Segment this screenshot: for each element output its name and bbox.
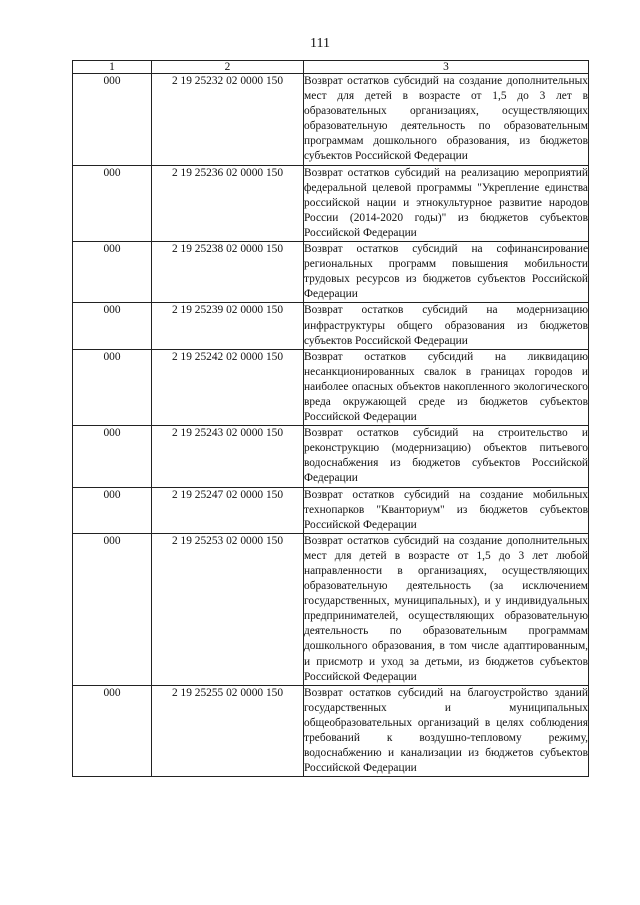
table-row: [73, 685, 589, 777]
budget-classification-table: [72, 60, 589, 777]
table-row: [73, 242, 589, 303]
revenue-name-cell: Возврат остатков субсидий на создание мобильных технопарков "Кванториум" из бюджетов субъектов Российской Федерации: [304, 487, 589, 533]
budget-code-cell: 2 19 25247 02 0000 150: [152, 487, 304, 533]
budget-code-cell: 2 19 25243 02 0000 150: [152, 426, 304, 487]
admin-code-cell: 000: [73, 349, 152, 425]
table-row: [73, 487, 589, 533]
admin-code-cell: 000: [73, 685, 152, 777]
table-row: [73, 426, 589, 487]
revenue-name-cell: Возврат остатков субсидий на софинансирование региональных программ повышения мобильности трудовых ресурсов из бюджетов субъектов Российской Федерации: [304, 242, 589, 303]
table-row: [73, 74, 589, 166]
revenue-name-cell: Возврат остатков субсидий на строительство и реконструкцию (модернизацию) объектов питьевого водоснабжения из бюджетов субъектов Российской Федерации: [304, 426, 589, 487]
budget-code-cell: 2 19 25238 02 0000 150: [152, 242, 304, 303]
revenue-name-cell: Возврат остатков субсидий на модернизацию инфраструктуры общего образования из бюджетов субъектов Российской Федерации: [304, 303, 589, 349]
table-row: [73, 165, 589, 241]
revenue-name-cell: Возврат остатков субсидий на ликвидацию несанкционированных свалок в границах городов и наиболее опасных объектов накопленного экологического вреда окружающей среде из бюджетов субъектов Российской Федерации: [304, 349, 589, 425]
admin-code-cell: 000: [73, 165, 152, 241]
page-number: 111: [310, 36, 330, 51]
admin-code-cell: 000: [73, 426, 152, 487]
column-header-1: 1: [73, 61, 152, 74]
admin-code-cell: 000: [73, 487, 152, 533]
admin-code-cell: 000: [73, 533, 152, 685]
table-row: [73, 349, 589, 425]
revenue-name-cell: Возврат остатков субсидий на реализацию мероприятий федеральной целевой программы "Укрепление единства российской нации и этнокультурное развитие народов России (2014-2020 годы)" из бюджетов субъектов Российской Федерации: [304, 165, 589, 241]
budget-code-cell: 2 19 25253 02 0000 150: [152, 533, 304, 685]
revenue-name-cell: Возврат остатков субсидий на благоустройство зданий государственных и муниципальных общеобразовательных организаций в целях соблюдения требований к воздушно-тепловому режиму, водоснабжению и канализации из бюджетов субъектов Российской Федерации: [304, 685, 589, 777]
budget-code-cell: 2 19 25255 02 0000 150: [152, 685, 304, 777]
table-header-row: [73, 61, 589, 74]
admin-code-cell: 000: [73, 242, 152, 303]
admin-code-cell: 000: [73, 74, 152, 166]
column-header-2: 2: [152, 61, 304, 74]
budget-code-cell: 2 19 25236 02 0000 150: [152, 165, 304, 241]
table-row: [73, 533, 589, 685]
budget-code-cell: 2 19 25242 02 0000 150: [152, 349, 304, 425]
revenue-name-cell: Возврат остатков субсидий на создание дополнительных мест для детей в возрасте от 1,5 до 3 лет любой направленности в организациях, осуществляющих образовательную деятельность (за исключением государственных, муниципальных), и у индивидуальных предпринимателей, осуществляющих образовательную деятельность по образовательным программам дошкольного образования, в том числе адаптированным, и присмотр и уход за детьми, из бюджетов субъектов Российской Федерации: [304, 533, 589, 685]
budget-code-cell: 2 19 25232 02 0000 150: [152, 74, 304, 166]
budget-code-cell: 2 19 25239 02 0000 150: [152, 303, 304, 349]
admin-code-cell: 000: [73, 303, 152, 349]
table-row: [73, 303, 589, 349]
revenue-name-cell: Возврат остатков субсидий на создание дополнительных мест для детей в возрасте от 1,5 до 3 лет в образовательных организациях, осуществляющих образовательную деятельность по образовательным программам дошкольного образования, из бюджетов субъектов Российской Федерации: [304, 74, 589, 166]
column-header-3: 3: [304, 61, 589, 74]
